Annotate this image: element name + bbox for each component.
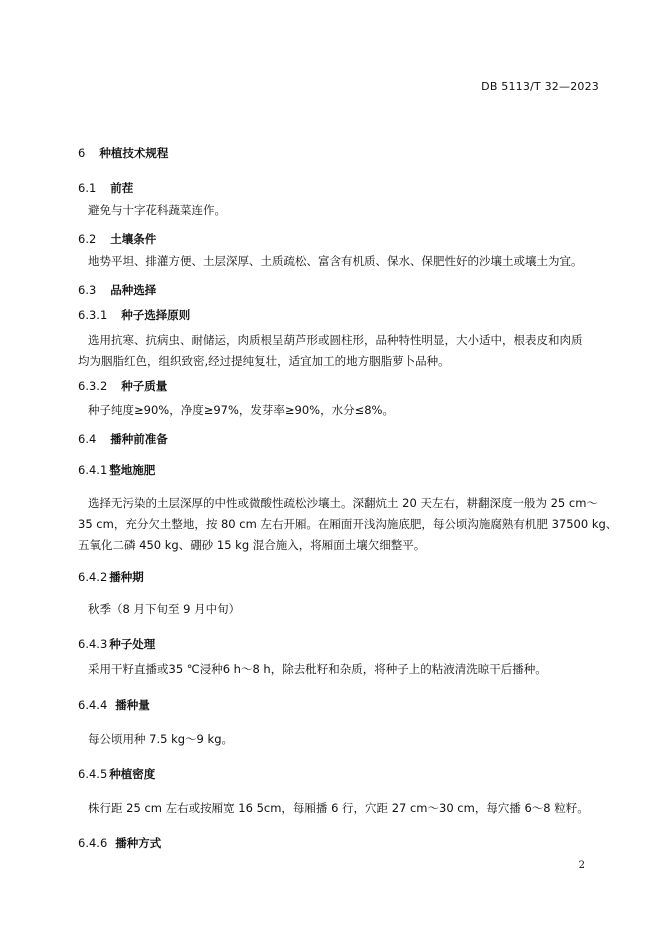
paragraph-6-2: 地势平坦、排灌方便、土层深厚、土质疏松、富含有机质、保水、保肥性好的沙壤土或壤土为宜。 <box>88 254 583 268</box>
section-title: 种子质量 <box>121 379 168 393</box>
section-number: 6.3.1 <box>78 308 108 322</box>
section-title: 播种期 <box>109 570 144 584</box>
section-title: 前茬 <box>110 181 134 195</box>
section-6-3-heading <box>78 282 156 298</box>
section-number: 6.4.3 <box>78 637 108 651</box>
section-number: 6.1 <box>78 181 97 195</box>
section-number: 6 <box>78 146 86 160</box>
section-6-4-6-heading <box>78 835 161 851</box>
paragraph-6-3-2: 种子纯度≥90%，净度≥97%，发芽率≥90%，水分≤8%。 <box>88 403 394 417</box>
paragraph-6-3-1-line-1: 选用抗寒、抗病虫、耐储运，肉质根呈葫芦形或圆柱形，品种特性明显，大小适中，根表皮和肉质 <box>88 333 583 347</box>
section-6-4-1-heading <box>78 462 155 478</box>
paragraph-6-4-4: 每公顷用种 7.5 kg～9 kg。 <box>88 732 233 746</box>
paragraph-6-1: 避免与十字花科蔬菜连作。 <box>88 203 226 217</box>
paragraph-6-4-1-line-1: 选择无污染的土层深厚的中性或微酸性疏松沙壤土。深翻炕土 20 天左右，耕翻深度一般为 25 cm～ <box>88 496 598 510</box>
section-title: 播种前准备 <box>110 432 168 446</box>
section-6-2-heading <box>78 231 156 247</box>
section-title: 种植技术规程 <box>99 146 169 160</box>
section-6-3-1-heading <box>78 307 190 323</box>
section-title: 种子选择原则 <box>121 308 191 322</box>
section-number: 6.3 <box>78 283 97 297</box>
section-6-4-2-heading <box>78 569 144 585</box>
section-title: 播种量 <box>115 698 150 712</box>
section-title: 整地施肥 <box>109 463 156 477</box>
document-code: DB 5113/T 32—2023 <box>481 80 599 93</box>
paragraph-6-3-1-line-2: 均为胭脂红色，组织致密,经过提纯复壮，适宜加工的地方胭脂萝卜品种。 <box>78 354 450 368</box>
section-6-4-5-heading <box>78 766 155 782</box>
section-title: 品种选择 <box>110 283 157 297</box>
section-number: 6.4.5 <box>78 767 108 781</box>
section-title: 种植密度 <box>109 767 156 781</box>
paragraph-6-4-3: 采用干籽直播或35 ℃浸种6 h～8 h，除去秕籽和杂质，将种子上的粘液清洗晾干后播种。 <box>88 662 547 676</box>
section-title: 土壤条件 <box>110 232 157 246</box>
section-6-1-heading <box>78 180 133 196</box>
section-6-4-heading <box>78 431 168 447</box>
section-6-heading <box>78 145 168 161</box>
paragraph-6-4-1-line-3: 五氧化二磷 450 kg、硼砂 15 kg 混合施入，将厢面土壤欠细整平。 <box>78 538 426 552</box>
section-6-4-4-heading <box>78 697 150 713</box>
section-number: 6.4 <box>78 432 97 446</box>
page-number: 2 <box>578 860 585 871</box>
paragraph-6-4-2: 秋季（8 月下旬至 9 月中旬） <box>88 602 241 616</box>
section-number: 6.3.2 <box>78 379 108 393</box>
section-number: 6.4.1 <box>78 463 108 477</box>
section-number: 6.4.6 <box>78 836 108 850</box>
section-number: 6.2 <box>78 232 97 246</box>
paragraph-6-4-5: 株行距 25 cm 左右或按厢宽 16 5cm，每厢播 6 行，穴距 27 cm～30 cm，每穴播 6～8 粒籽。 <box>88 801 589 815</box>
section-number: 6.4.2 <box>78 570 108 584</box>
section-number: 6.4.4 <box>78 698 108 712</box>
section-6-4-3-heading <box>78 636 155 652</box>
section-title: 种子处理 <box>109 637 156 651</box>
section-title: 播种方式 <box>115 836 162 850</box>
paragraph-6-4-1-line-2: 35 cm，充分欠土整地，按 80 cm 左右开厢。在厢面开浅沟施底肥，每公顷沟施腐熟有机肥 37500 kg、 <box>78 517 618 531</box>
section-6-3-2-heading <box>78 378 167 394</box>
